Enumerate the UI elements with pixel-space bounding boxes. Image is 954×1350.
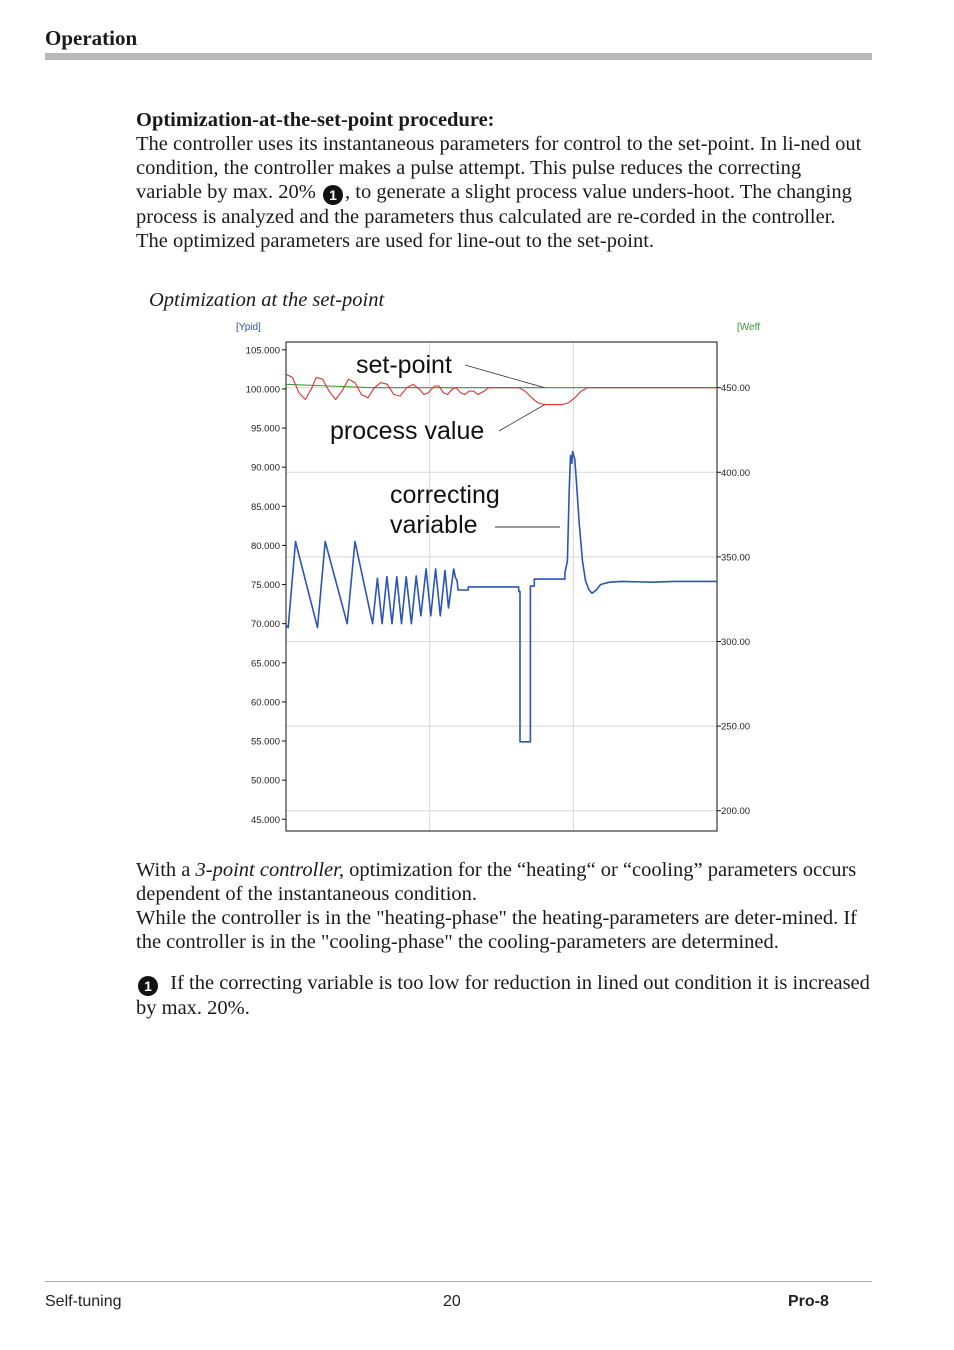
annotation-correcting: correcting	[390, 481, 500, 509]
procedure-text-part2: , to generate a slight process value unders-hoot. The changing process is analyzed and the parameters thus calculated are re-corded in the controller. The optimized parameters are used for line-out to the set-point.	[136, 181, 852, 252]
right-axis-tick-label: 400.00	[721, 467, 751, 479]
footer-rule	[45, 1281, 872, 1282]
procedure-heading: Optimization-at-the-set-point procedure:	[136, 109, 495, 131]
explanation-section	[136, 858, 872, 1020]
left-axis-tick-label: 45.000	[250, 814, 280, 826]
paragraph-phases: While the controller is in the "heating-phase" the heating-parameters are deter-mined. If the controller is in the "cooling-phase" the cooling-parameters are determined.	[136, 907, 857, 953]
left-axis-tick-label: 85.000	[250, 501, 280, 513]
procedure-text-part1: The controller uses its instantaneous parameters for control to the set-point. In li-ned out condition, the controller makes a pulse attempt. This pulse reduces the correcting variable by max. 20%	[136, 133, 862, 203]
marker-1-icon: 1	[138, 976, 158, 996]
left-axis-tick-label: 80.000	[250, 540, 280, 552]
footnote	[136, 971, 872, 1020]
footnote-text: If the correcting variable is too low for reduction in lined out condition it is increased by max. 20%.	[136, 972, 870, 1019]
right-axis-tick-label: 250.00	[721, 721, 751, 733]
footer-page-number: 20	[443, 1293, 461, 1310]
chart-annotations	[330, 351, 560, 539]
footer-section-name: Self-tuning	[45, 1293, 122, 1310]
annotation-process-value: process value	[330, 417, 485, 445]
left-axis-tick-label: 70.000	[250, 619, 280, 631]
left-axis-tick-label: 95.000	[250, 423, 280, 435]
optimization-chart	[225, 315, 785, 840]
annotation-setpoint: set-point	[356, 351, 452, 379]
left-axis-label: [Ypid]	[236, 322, 261, 333]
left-axis-tick-label: 75.000	[250, 580, 280, 592]
page-header-title: Operation	[45, 26, 138, 50]
header-rule	[45, 53, 872, 60]
left-axis-tick-label: 90.000	[250, 462, 280, 474]
p1-italic: 3-point controller,	[195, 859, 344, 881]
right-axis-tick-label: 300.00	[721, 636, 751, 648]
series-process-value	[286, 374, 717, 405]
figure-caption: Optimization at the set-point	[149, 289, 385, 311]
series-correcting-variable	[286, 452, 717, 742]
annotation-variable: variable	[390, 511, 478, 539]
left-axis-tick-label: 55.000	[250, 736, 280, 748]
left-axis-tick-label: 100.000	[245, 384, 280, 396]
left-axis-tick-label: 60.000	[250, 697, 280, 709]
annotation-process-value-leader	[499, 405, 545, 431]
procedure-section	[136, 108, 872, 253]
chart-axes	[236, 322, 760, 826]
p1-prefix: With a	[136, 859, 196, 881]
left-axis-tick-label: 65.000	[250, 658, 280, 670]
annotation-setpoint-leader	[465, 365, 545, 388]
footer-product: Pro-8	[788, 1293, 829, 1310]
right-axis-tick-label: 200.00	[721, 806, 751, 818]
marker-1-icon: 1	[323, 185, 343, 205]
right-axis-tick-label: 350.00	[721, 552, 751, 564]
p1-rest: optimization for the “heating“ or “cooling” parameters occurs dependent of the instantaneous condition.	[136, 859, 857, 905]
left-axis-tick-label: 50.000	[250, 775, 280, 787]
left-axis-tick-label: 105.000	[245, 345, 280, 357]
right-axis-tick-label: 450.00	[721, 383, 751, 395]
right-axis-label: [Weff	[737, 322, 760, 333]
paragraph-3point	[136, 858, 872, 906]
